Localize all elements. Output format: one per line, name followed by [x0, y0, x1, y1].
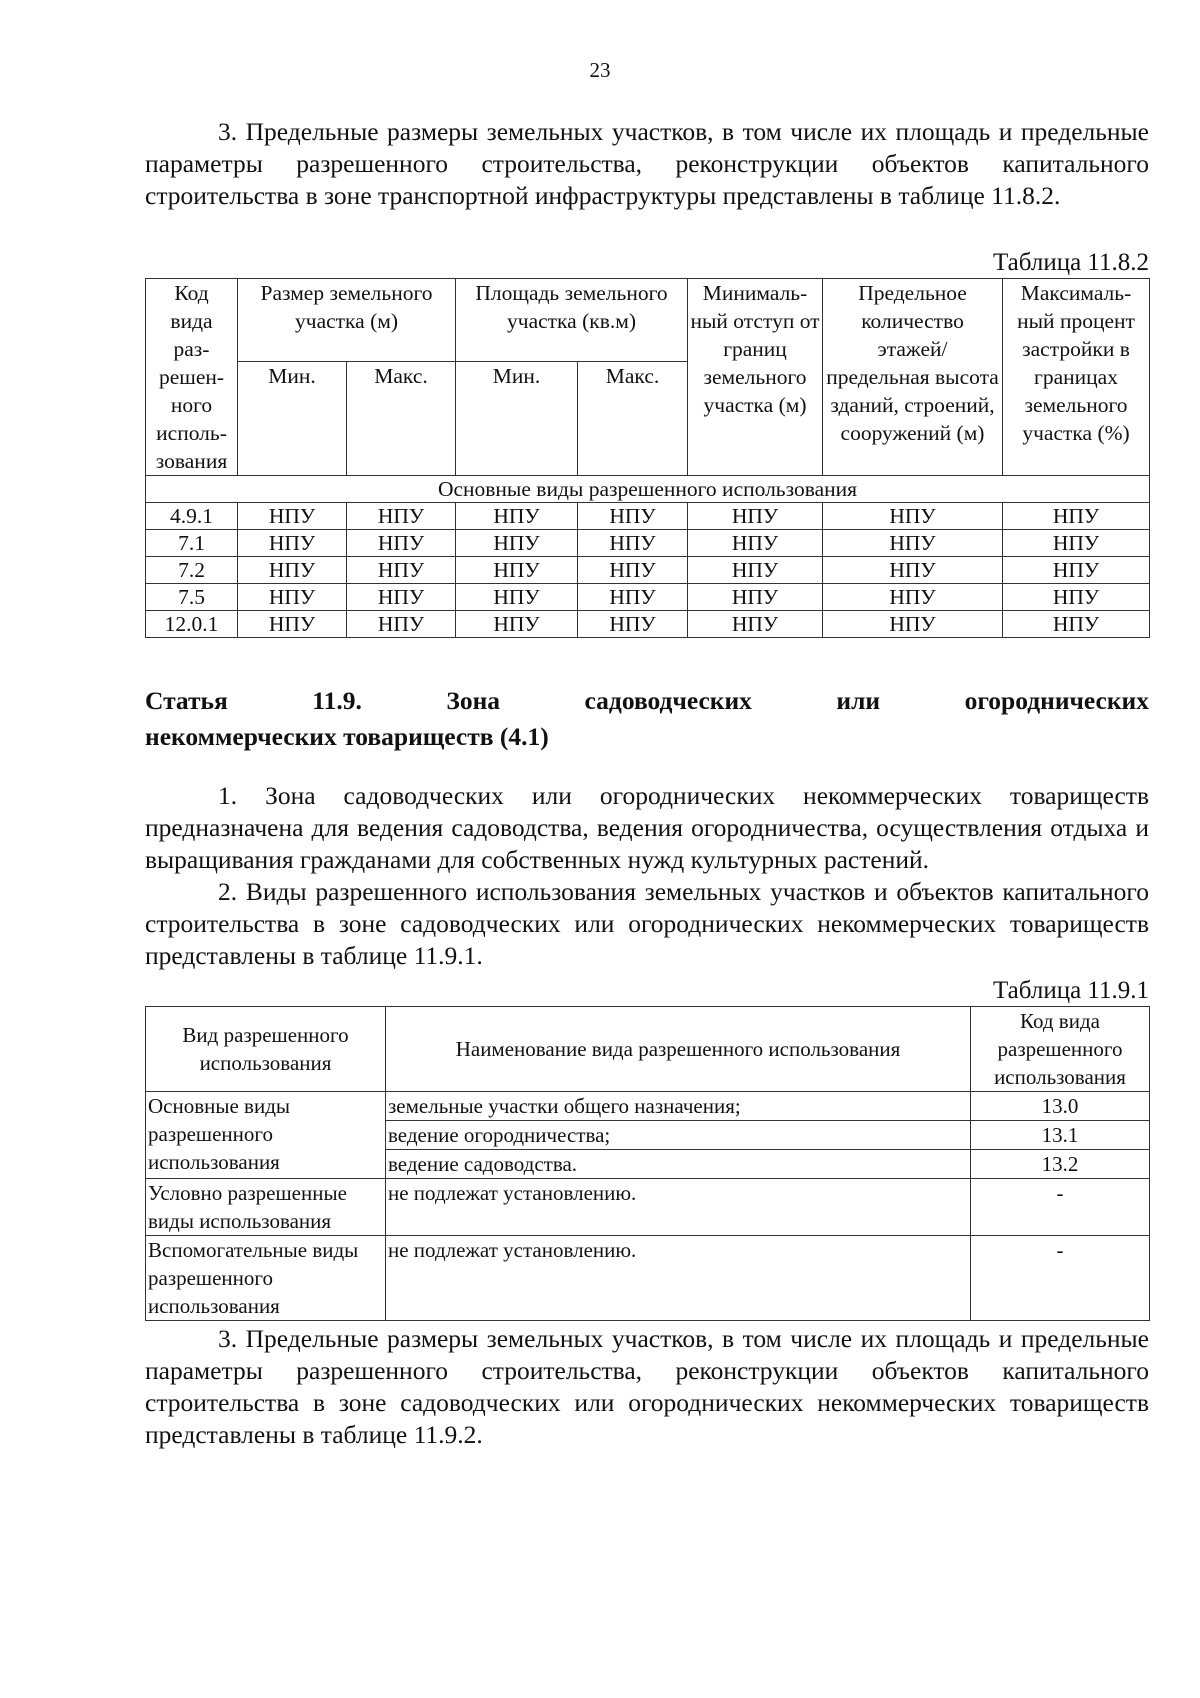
- cell-name: ведение огородничества;: [386, 1121, 971, 1150]
- cell-code: 13.1: [971, 1121, 1150, 1150]
- cell: НПУ: [578, 530, 688, 557]
- cell: НПУ: [688, 557, 823, 584]
- cell-name: ведение садоводства.: [386, 1150, 971, 1179]
- cell: НПУ: [456, 611, 578, 638]
- cell: НПУ: [238, 584, 347, 611]
- table-row: [146, 1179, 1150, 1236]
- cell: НПУ: [238, 611, 347, 638]
- table-row: [146, 584, 1150, 611]
- cell: НПУ: [578, 557, 688, 584]
- cell: НПУ: [238, 503, 347, 530]
- cell: НПУ: [823, 503, 1003, 530]
- cell: НПУ: [1003, 611, 1150, 638]
- header-code: Код вида раз- решен- ного исполь- зования: [146, 279, 238, 476]
- paragraph-11-8-3: [145, 116, 1149, 212]
- table-caption: Таблица 11.9.1: [993, 977, 1149, 1004]
- header-size-max: Макс.: [347, 362, 456, 476]
- cell-code: 4.9.1: [146, 503, 238, 530]
- cell-code: -: [971, 1236, 1150, 1321]
- table-row: [146, 1236, 1150, 1321]
- cell: НПУ: [688, 530, 823, 557]
- table-row: [146, 503, 1150, 530]
- table-row: [146, 611, 1150, 638]
- paragraph-text: 3. Предельные размеры земельных участков, в том числе их площадь и предельные параметры разрешенного строительства, реконструкции объектов капитального строительства в зоне садоводческих или огороднических некоммерческих товариществ представлены в таблице 11.9.2.: [145, 1324, 1149, 1449]
- cell-code: 12.0.1: [146, 611, 238, 638]
- table-caption: Таблица 11.8.2: [993, 249, 1149, 276]
- table-11-8-2: [145, 278, 1150, 638]
- cell-name: не подлежат установлению.: [386, 1179, 971, 1236]
- cell: НПУ: [1003, 503, 1150, 530]
- header-coverage: Максималь-ный процент застройки в границах земельного участка (%): [1003, 279, 1150, 476]
- paragraph-text: 3. Предельные размеры земельных участков, в том числе их площадь и предельные параметры разрешенного строительства, реконструкции объектов капитального строительства в зоне транспортной инфраструктуры представлены в таблице 11.8.2.: [145, 117, 1149, 210]
- header-kind: Вид разрешенного использования: [146, 1007, 386, 1092]
- cell: НПУ: [823, 611, 1003, 638]
- cell: НПУ: [578, 611, 688, 638]
- cell-code: 13.2: [971, 1150, 1150, 1179]
- group-label-main: Основные виды разрешенного использования: [146, 1092, 386, 1179]
- cell: НПУ: [578, 503, 688, 530]
- cell-name: не подлежат установлению.: [386, 1236, 971, 1321]
- header-size-min: Мин.: [238, 362, 347, 476]
- cell-name: земельные участки общего назначения;: [386, 1092, 971, 1121]
- cell: НПУ: [238, 530, 347, 557]
- table-11-9-1-block: [145, 976, 1149, 1321]
- cell: НПУ: [688, 584, 823, 611]
- table-row: [146, 1092, 1150, 1121]
- article-heading-line1: Статья 11.9. Зона садоводческих или огороднических: [145, 686, 1149, 715]
- cell: НПУ: [823, 584, 1003, 611]
- cell: НПУ: [688, 503, 823, 530]
- cell-code: 13.0: [971, 1092, 1150, 1121]
- cell: НПУ: [688, 611, 823, 638]
- group-label-auxiliary: Вспомогательные виды разрешенного использования: [146, 1236, 386, 1321]
- cell: НПУ: [347, 530, 456, 557]
- table-row: [146, 557, 1150, 584]
- cell-code: -: [971, 1179, 1150, 1236]
- group-label-conditional: Условно разрешенные виды использования: [146, 1179, 386, 1236]
- table-11-9-1: [145, 1006, 1150, 1321]
- cell: НПУ: [347, 557, 456, 584]
- cell-code: 7.2: [146, 557, 238, 584]
- header-name: Наименование вида разрешенного использования: [386, 1007, 971, 1092]
- header-area-max: Макс.: [578, 362, 688, 476]
- paragraphs-11-9: [145, 780, 1149, 972]
- table-row: [146, 530, 1150, 557]
- cell: НПУ: [347, 584, 456, 611]
- section-row: Основные виды разрешенного использования: [146, 476, 1150, 503]
- paragraph-11-9-1: 1. Зона садоводческих или огороднических некоммерческих товариществ предназначена для ведения садоводства, ведения огородничества, осуществления отдыха и выращивания гражданами для собственных нужд культурных растений.: [145, 781, 1149, 874]
- header-setback: Минималь-ный отступ от границ земельного участка (м): [688, 279, 823, 476]
- cell-code: 7.1: [146, 530, 238, 557]
- cell: НПУ: [456, 503, 578, 530]
- header-code: Код вида разрешенного использования: [971, 1007, 1150, 1092]
- cell: НПУ: [1003, 557, 1150, 584]
- cell: НПУ: [1003, 584, 1150, 611]
- cell: НПУ: [1003, 530, 1150, 557]
- header-area-min: Мин.: [456, 362, 578, 476]
- header-floors: Предельное количество этажей/ предельная высота зданий, строений, сооружений (м): [823, 279, 1003, 476]
- cell: НПУ: [347, 611, 456, 638]
- cell: НПУ: [238, 557, 347, 584]
- cell: НПУ: [456, 584, 578, 611]
- page-number: 23: [589, 58, 611, 82]
- paragraph-11-9-3: [145, 1323, 1149, 1451]
- cell: НПУ: [823, 530, 1003, 557]
- article-heading: [145, 683, 1149, 755]
- paragraph-11-9-2: 2. Виды разрешенного использования земельных участков и объектов капитального строительства в зоне садоводческих или огороднических некоммерческих товариществ представлены в таблице 11.9.1.: [145, 877, 1149, 970]
- cell-code: 7.5: [146, 584, 238, 611]
- header-area: Площадь земельного участка (кв.м): [456, 279, 688, 362]
- cell: НПУ: [823, 557, 1003, 584]
- cell: НПУ: [578, 584, 688, 611]
- cell: НПУ: [347, 503, 456, 530]
- cell: НПУ: [456, 530, 578, 557]
- table-11-8-2-block: [145, 248, 1149, 638]
- cell: НПУ: [456, 557, 578, 584]
- header-size: Размер земельного участка (м): [238, 279, 456, 362]
- article-heading-line2: некоммерческих товариществ (4.1): [145, 722, 549, 751]
